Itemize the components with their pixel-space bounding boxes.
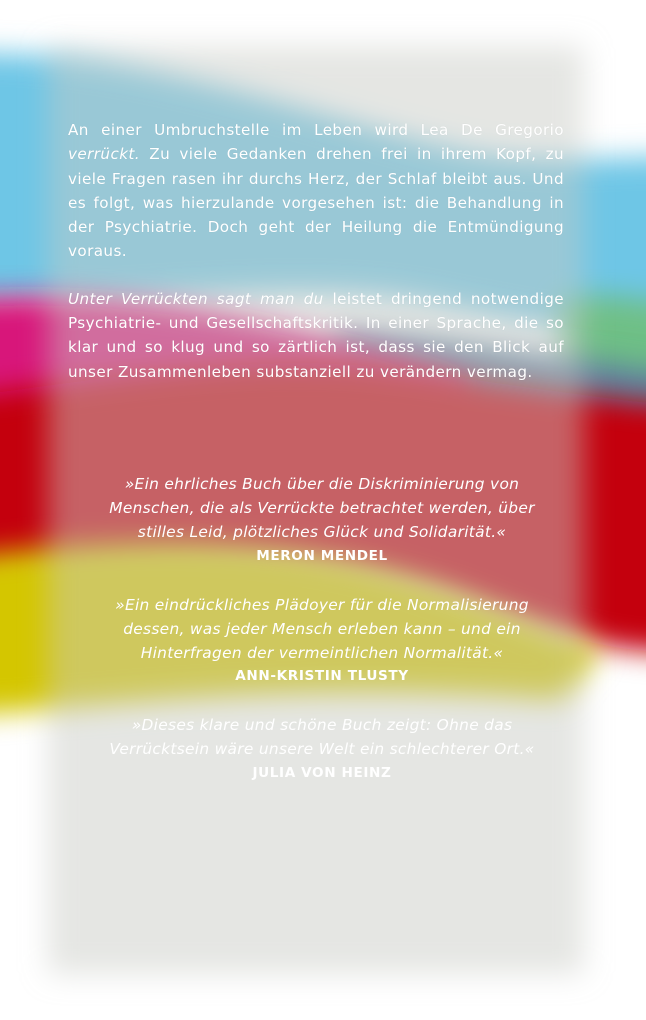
quote-line: dessen, was jeder Mensch erleben kann – und ein	[123, 619, 521, 638]
quote-author: ANN-KRISTIN TLUSTY	[235, 668, 409, 685]
blurb-paragraph-2	[68, 287, 564, 384]
quote-author: MERON MENDEL	[256, 547, 388, 564]
endorsement-quote	[62, 713, 582, 783]
blurb-p2-rest: leistet dringend notwendige Psychiatrie- und Gesellschaftskritik. In einer Sprache, die so klar und so klug und so zärtlich ist, dass sie den Blick auf unser Zusammenleben substanziell zu verändern vermag.	[68, 289, 564, 381]
blurb-paragraph-1	[68, 118, 564, 264]
quote-line: Hinterfragen der vermeintlichen Normalität.«	[140, 644, 504, 663]
quote-text	[62, 472, 582, 545]
quote-line: Menschen, die als Verrückte betrachtet werden, über	[109, 499, 535, 518]
quote-line: Verrücktsein wäre unsere Welt ein schlechterer Ort.«	[109, 740, 535, 759]
endorsement-quote	[62, 593, 582, 688]
blurb-p1-lead: An einer Umbruchstelle im Leben wird Lea De Gregorio	[68, 121, 564, 139]
quote-line: stilles Leid, plötzliches Glück und Solidarität.«	[137, 523, 507, 542]
blurb-p1-italic: verrückt.	[68, 145, 140, 164]
endorsements-section	[62, 472, 582, 784]
quote-line: »Ein eindrückliches Plädoyer für die Normalisierung	[115, 595, 529, 614]
quote-text	[62, 713, 582, 761]
book-title-mention: Unter Verrückten sagt man du	[68, 289, 324, 308]
blurb-p1-rest: Zu viele Gedanken drehen frei in ihrem Kopf, zu viele Fragen rasen ihr durchs Herz, der Schlaf bleibt aus. Und es folgt, was hierzulande vorgesehen ist: die Behandlung in der Psychiatrie. Doch geht der Heilung die Entmündigung voraus.	[68, 145, 565, 261]
quote-text	[62, 593, 582, 666]
quote-line: »Dieses klare und schöne Buch zeigt: Ohne das	[131, 716, 513, 735]
quote-line: »Ein ehrliches Buch über die Diskriminierung von	[124, 475, 520, 493]
endorsement-quote	[62, 472, 582, 567]
quote-author: JULIA VON HEINZ	[252, 764, 392, 781]
blurb-section	[68, 118, 564, 384]
